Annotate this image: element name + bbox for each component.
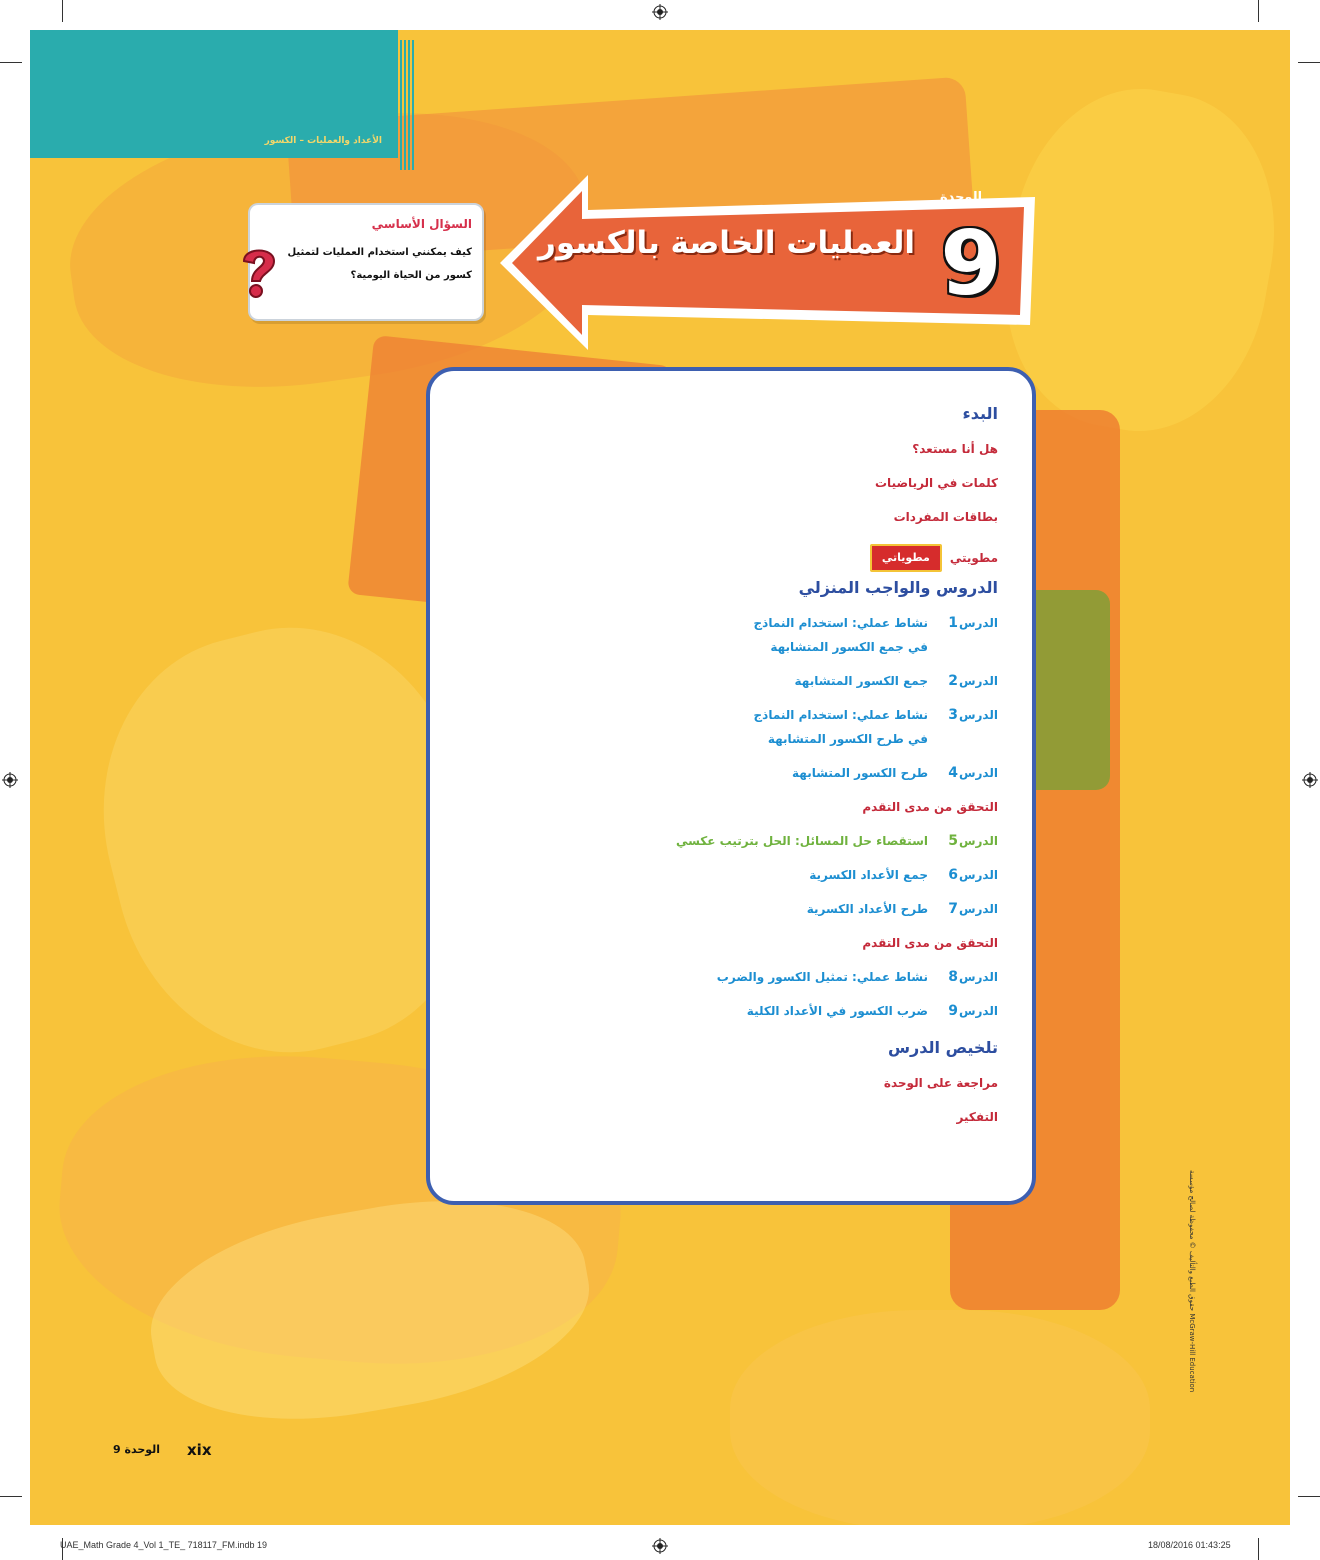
toc-item[interactable]: بطاقات المفردات [893,510,998,524]
lesson-title: طرح الأعداد الكسرية [806,902,928,916]
page-number: xix [187,1441,212,1459]
question-mark-icon [236,245,282,299]
toc-item[interactable]: مراجعة على الوحدة [883,1076,998,1090]
crop-mark [0,1496,22,1497]
check-progress-item[interactable]: التحقق من مدى التقدم [862,800,998,814]
lesson-title: جمع الكسور المتشابهة [794,674,928,688]
lesson-row[interactable] [458,899,998,933]
lesson-title-line: في طرح الكسور المتشابهة [767,732,928,746]
foldable-label: مطويتي [949,551,998,565]
lesson-row[interactable] [458,967,998,1001]
crop-mark [1258,1538,1259,1560]
banner-fringe [400,40,416,170]
crop-mark [62,0,63,22]
crop-mark [1298,1496,1320,1497]
table-of-contents [426,367,1036,1205]
lesson-title [754,611,928,671]
print-slug-file: UAE_Math Grade 4_Vol 1_TE_ 718117_FM.indb 19 [60,1540,267,1550]
unit-title: العمليات الخاصة بالكسور [537,225,915,261]
header-banner [30,30,398,158]
lesson-row[interactable] [458,613,998,671]
breadcrumb: الأعداد والعمليات – الكسور [264,136,382,146]
crop-mark [1298,62,1320,63]
lesson-label: الدرس [958,834,998,848]
lesson-title-line: في جمع الكسور المتشابهة [770,640,928,654]
lesson-title: طرح الكسور المتشابهة [792,766,928,780]
registration-mark-icon [2,772,18,788]
background-paint [730,1310,1150,1525]
registration-mark-icon [1302,772,1318,788]
crop-mark [0,62,22,63]
print-slug-date: 18/08/2016 01:43:25 [1148,1540,1231,1550]
lesson-label: الدرس [958,766,998,780]
lesson-number: 5 [948,833,958,849]
unit-label: الوحدة [940,190,983,205]
lesson-title: نشاط عملي: تمثيل الكسور والضرب [716,970,928,984]
lesson-number: 9 [948,1003,958,1019]
crop-mark [1258,0,1259,22]
footer-unit-label: الوحدة 9 [113,1443,161,1456]
lesson-label: الدرس [958,708,998,722]
lesson-label: الدرس [958,616,998,630]
lesson-title-line: نشاط عملي: استخدام النماذج [753,708,928,722]
copyright-credit [1184,1170,1198,1450]
check-progress-item[interactable]: التحقق من مدى التقدم [862,936,998,950]
toc-item-foldable[interactable] [458,541,998,575]
lesson-label: الدرس [958,674,998,688]
toc-item[interactable]: كلمات في الرياضيات [875,476,998,490]
lesson-number: 8 [948,969,958,985]
lesson-row[interactable] [458,831,998,865]
registration-mark-icon [652,1538,668,1554]
essential-question-text: كيف يمكنني استخدام العمليات لتمثيل كسور من الحياة اليومية؟ [287,247,472,281]
lesson-label: الدرس [958,1004,998,1018]
lesson-title [754,703,928,763]
section-heading: الدروس والواجب المنزلي [798,578,998,597]
lesson-number: 6 [948,867,958,883]
toc-item[interactable]: هل أنا مستعد؟ [912,442,998,456]
lesson-label: الدرس [958,868,998,882]
lesson-title-line: نشاط عملي: استخدام النماذج [753,616,928,630]
toc-item[interactable]: التفكير [956,1110,998,1124]
lesson-row[interactable] [458,1001,998,1035]
lesson-title: جمع الأعداد الكسرية [809,868,928,882]
section-heading: تلخيص الدرس [887,1038,998,1057]
foldables-badge: مطوياتي [870,544,942,572]
lesson-number: 2 [948,673,958,689]
lesson-row[interactable] [458,671,998,705]
lesson-number: 3 [948,707,958,723]
page [30,30,1290,1525]
lesson-label: الدرس [958,970,998,984]
lesson-number: 4 [948,765,958,781]
lesson-row[interactable] [458,865,998,899]
lesson-label: الدرس [958,902,998,916]
lesson-row[interactable] [458,705,998,763]
registration-mark-icon [652,4,668,20]
lesson-number: 7 [948,901,958,917]
lesson-row[interactable] [458,763,998,797]
unit-number: 9 [940,212,1002,315]
essential-question-card [248,203,484,321]
lesson-number: 1 [948,615,958,631]
section-heading: البدء [962,404,998,423]
lesson-title: ضرب الكسور في الأعداد الكلية [746,1004,928,1018]
lesson-title: استقصاء حل المسائل: الحل بترتيب عكسي [675,834,928,848]
essential-question-heading: السؤال الأساسي [371,217,472,231]
copyright-text: حقوق الطبع والتأليف © محفوظة لصالح مؤسسة McGraw-Hill Education [1188,1170,1196,1393]
